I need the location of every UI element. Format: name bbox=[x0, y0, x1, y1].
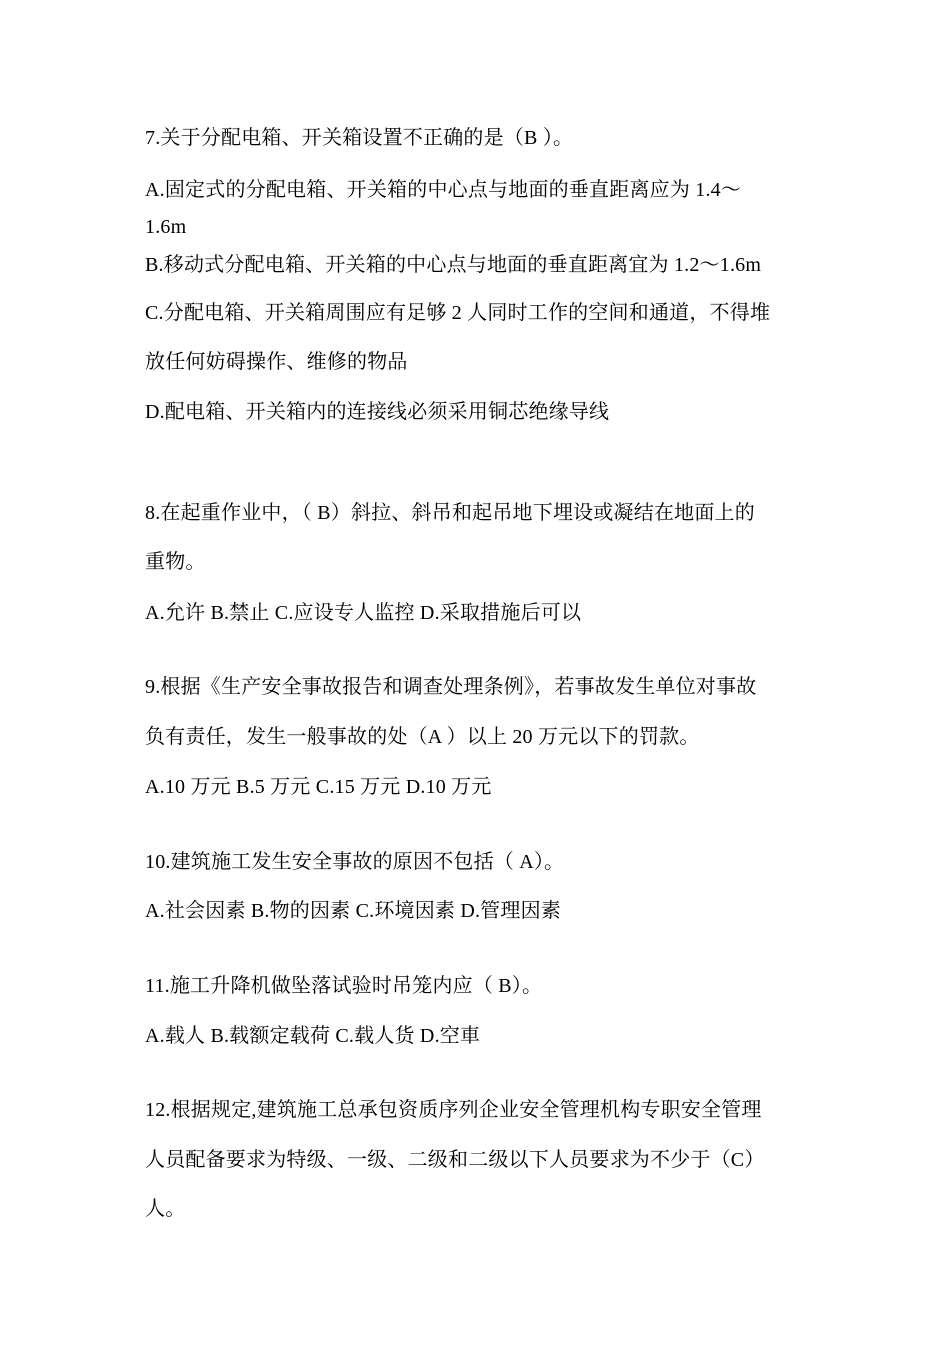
question-8-stem-continued: 重物。 bbox=[145, 551, 206, 573]
question-7-stem: 7.关于分配电箱、开关箱设置不正确的是（B ）。 bbox=[145, 127, 574, 149]
question-12-stem-end: 人。 bbox=[145, 1198, 186, 1220]
question-8-stem: 8.在起重作业中，（ B）斜拉、斜吊和起吊地下埋设或凝结在地面上的 bbox=[145, 502, 755, 524]
question-9-options: A.10 万元 B.5 万元 C.15 万元 D.10 万元 bbox=[145, 776, 492, 798]
question-12-stem: 12.根据规定,建筑施工总承包资质序列企业安全管理机构专职安全管理 bbox=[145, 1099, 762, 1121]
question-7-option-a: A.固定式的分配电箱、开关箱的中心点与地面的垂直距离应为 1.4～ bbox=[145, 179, 742, 201]
question-8-options: A.允许 B.禁止 C.应设专人监控 D.采取措施后可以 bbox=[145, 602, 582, 624]
question-7-option-d: D.配电箱、开关箱内的连接线必须采用铜芯绝缘导线 bbox=[145, 401, 610, 423]
question-7-option-a-continued: 1.6m bbox=[145, 216, 187, 238]
question-10-options: A.社会因素 B.物的因素 C.环境因素 D.管理因素 bbox=[145, 900, 561, 922]
question-7-option-c-continued: 放任何妨碍操作、维修的物品 bbox=[145, 351, 408, 373]
question-9-stem: 9.根据《生产安全事故报告和调查处理条例》，若事故发生单位对事故 bbox=[145, 676, 757, 698]
question-11-options: A.载人 B.载额定载荷 C.载人货 D.空車 bbox=[145, 1025, 481, 1047]
question-7-option-c: C.分配电箱、开关箱周围应有足够 2 人同时工作的空间和通道，不得堆 bbox=[145, 302, 771, 324]
question-12-stem-continued: 人员配备要求为特级、一级、二级和二级以下人员要求为不少于（C） bbox=[145, 1149, 765, 1171]
question-10-stem: 10.建筑施工发生安全事故的原因不包括（ A）。 bbox=[145, 851, 565, 873]
question-9-stem-continued: 负有责任，发生一般事故的处（A ）以上 20 万元以下的罚款。 bbox=[145, 726, 700, 748]
question-7-option-b: B.移动式分配电箱、开关箱的中心点与地面的垂直距离宜为 1.2～1.6m bbox=[145, 254, 762, 276]
question-11-stem: 11.施工升降机做坠落试验时吊笼内应（ B）。 bbox=[145, 975, 543, 997]
